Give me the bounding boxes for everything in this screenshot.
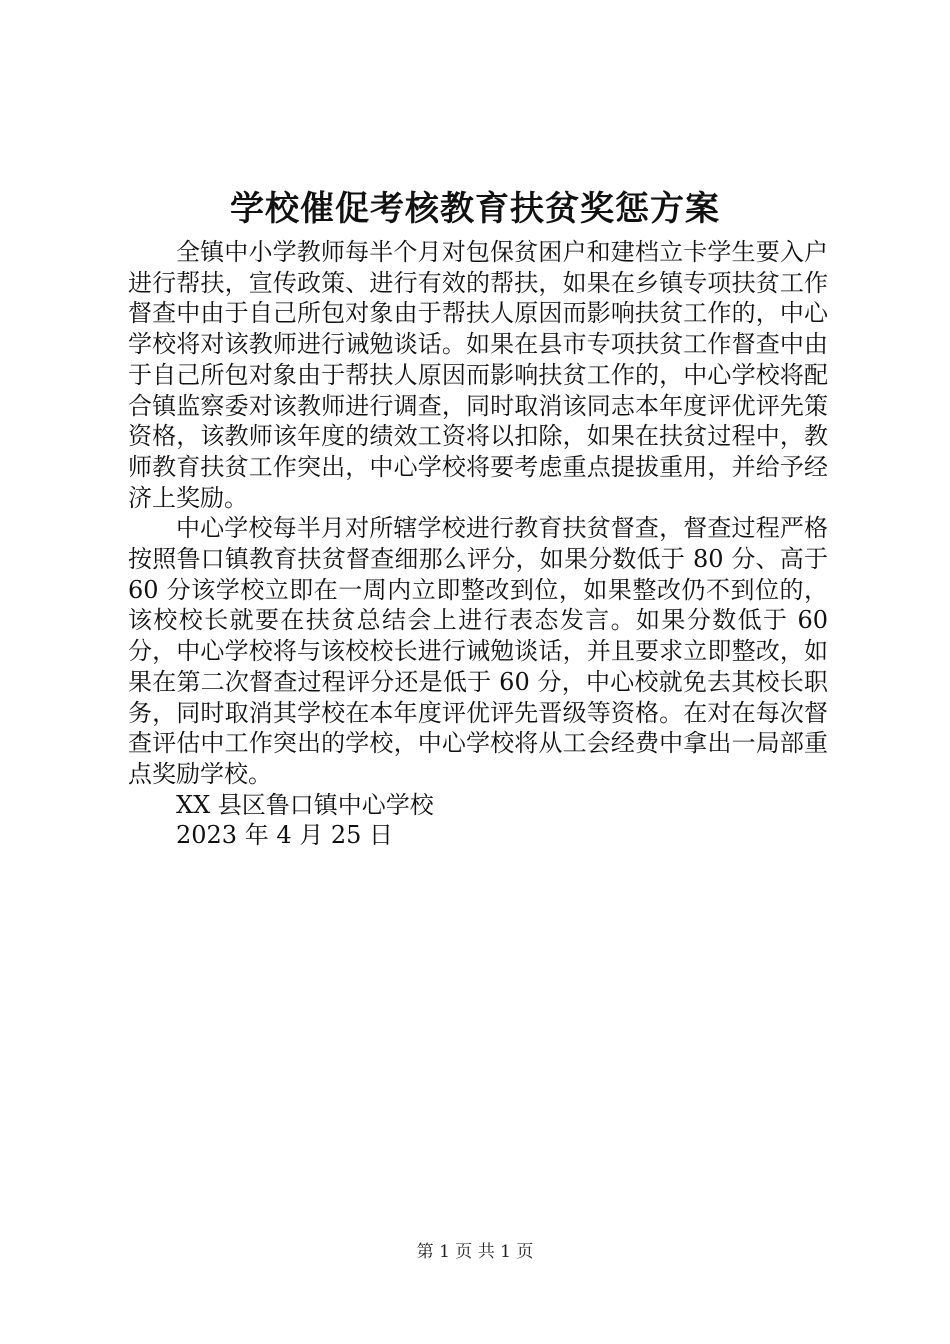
signature-organization: XX 县区鲁口镇中心学校 [176, 790, 434, 819]
page-footer: 第 1 页 共 1 页 [416, 1242, 534, 1262]
document-title: 学校催促考核教育扶贫奖惩方案 [230, 189, 720, 229]
document-body [128, 237, 828, 851]
paragraph-1: 全镇中小学教师每半个月对包保贫困户和建档立卡学生要入户进行帮扶，宣传政策、进行有效的帮扶，如果在乡镇专项扶贫工作督查中由于自己所包对象由于帮扶人原因而影响扶贫工作的，中心学校将对该教师进行诫勉谈话。如果在县市专项扶贫工作督查中由于自己所包对象由于帮扶人原因而影响扶贫工作的，中心学校将配合镇监察委对该教师进行调查，同时取消该同志本年度评优评先策资格，该教师该年度的绩效工资将以扣除，如果在扶贫过程中，教师教育扶贫工作突出，中心学校将要考虑重点提拔重用，并给予经济上奖励。 [128, 238, 828, 512]
signature-date: 2023 年 4 月 25 日 [176, 821, 394, 850]
paragraph-2: 中心学校每半月对所辖学校进行教育扶贫督查，督查过程严格按照鲁口镇教育扶贫督查细那么评分，如果分数低于 80 分、高于 60 分该学校立即在一周内立即整改到位，如果整改仍不到位的，该校校长就要在扶贫总结会上进行表态发言。如果分数低于 60 分，中心学校将与该校校长进行诫勉谈话，并且要求立即整改，如果在第二次督查过程评分还是低于 60 分，中心校就免去其校长职务，同时取消其学校在本年度评优评先晋级等资格。在对在每次督查评估中工作突出的学校，中心学校将从工会经费中拿出一局部重点奖励学校。 [128, 514, 828, 788]
